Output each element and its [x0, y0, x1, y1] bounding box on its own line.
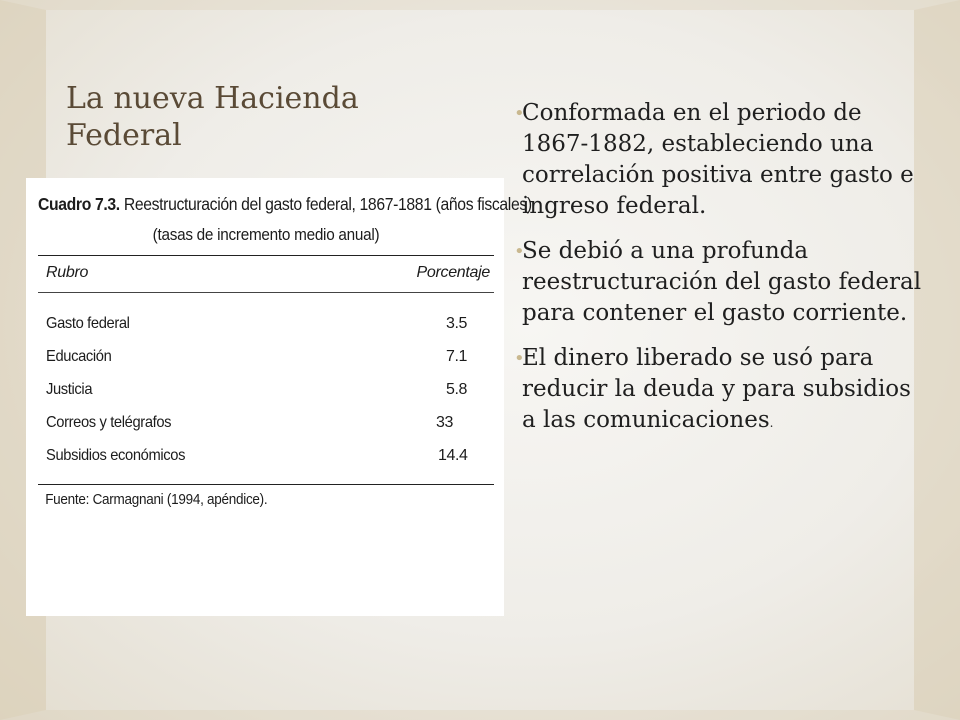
bullet-list: [508, 98, 928, 453]
bullet-marker-icon: •: [514, 348, 525, 369]
row-porcentaje: 14.4: [438, 447, 468, 464]
row-rubro: Gasto federal: [46, 315, 130, 332]
bullet-marker-icon: •: [514, 241, 525, 262]
table-image: [26, 178, 532, 616]
row-porcentaje: 5.8: [446, 381, 468, 398]
table-caption-label: Cuadro 7.3.: [38, 194, 120, 214]
table-subcaption: (tasas de incremento medio anual): [152, 225, 380, 244]
row-rubro: Justicia: [46, 381, 93, 398]
title-line-2: Federal: [66, 118, 182, 153]
bullet-text: Conformada en el periodo de 1867-1882, estableciendo una correlación positiva entre gasto e ingreso federal.: [522, 100, 914, 219]
table-source: Fuente: Carmagnani (1994, apéndice).: [45, 491, 268, 508]
title-line-1: La nueva Hacienda: [66, 81, 359, 116]
row-porcentaje: 33: [436, 414, 453, 431]
row-rubro: Correos y telégrafos: [46, 414, 172, 431]
table-row: [38, 315, 494, 348]
table-caption: [38, 194, 532, 215]
bullet-text: El dinero liberado se usó para reducir la deuda y para subsidios a las comunicaciones: [522, 345, 911, 433]
table-row: [38, 381, 494, 414]
row-rubro: Educación: [46, 348, 112, 365]
bullet-item: [508, 343, 928, 439]
bullet-marker-icon: •: [514, 103, 525, 124]
bullet-text: Se debió a una profunda reestructuración del gasto federal para contener el gasto corriente.: [522, 238, 922, 326]
table-caption-text: Reestructuración del gasto federal, 1867-1881 (años fiscales): [123, 194, 532, 214]
row-rubro: Subsidios económicos: [46, 447, 186, 464]
column-header-porcentaje: Porcentaje: [416, 264, 490, 281]
bullet-item: [508, 236, 928, 329]
table-row: [38, 348, 494, 381]
table-body: [38, 315, 494, 480]
table-rule-header: [38, 292, 494, 293]
table-row: [38, 414, 494, 447]
row-porcentaje: 7.1: [446, 348, 468, 365]
table-header: [38, 264, 494, 282]
bullet-item: [508, 98, 928, 222]
column-header-rubro: Rubro: [46, 264, 89, 281]
row-porcentaje: 3.5: [446, 315, 468, 332]
bullet-tail: .: [769, 416, 774, 430]
table-rule-bottom: [38, 484, 494, 485]
slide-title: [66, 80, 466, 154]
table-content: [38, 194, 532, 508]
table-row: [38, 447, 494, 480]
table-rule-top: [38, 255, 494, 256]
